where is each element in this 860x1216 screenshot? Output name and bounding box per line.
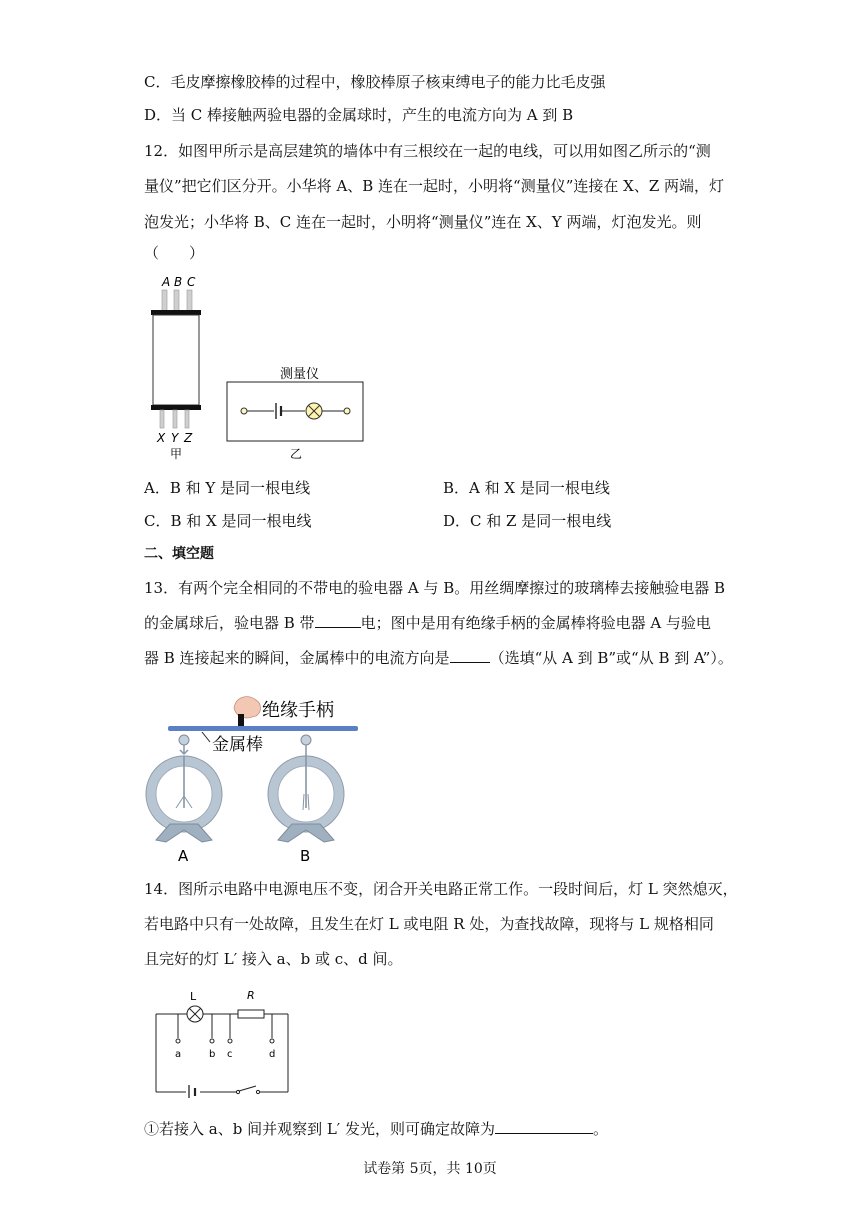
q14-stem-line1: 14．图所示电路中电源电压不变，闭合开关电路正常工作。一段时间后，灯 L 突然熄灭， xyxy=(144,880,738,898)
q12-option-d: D．C 和 Z 是同一根电线 xyxy=(443,512,612,530)
q14-subquestion-1 xyxy=(144,1118,608,1140)
electroscope-b xyxy=(268,735,344,842)
q14-blank-1[interactable] xyxy=(495,1119,593,1134)
section-fill-in-heading: 二、填空题 xyxy=(144,546,214,562)
q12-stem-line2: 量仪”把它们区分开。小华将 A、B 连在一起时，小明将“测量仪”连接在 X、Z 两端，灯 xyxy=(144,177,725,195)
q11-option-d: D．当 C 棒接触两验电器的金属球时，产生的电流方向为 A 到 B xyxy=(144,106,574,124)
electroscope-a-label: A xyxy=(178,847,189,865)
terminal-a: a xyxy=(175,1049,182,1060)
wire-label-c: C xyxy=(187,275,196,289)
q12-option-c: C．B 和 X 是同一根电线 xyxy=(144,512,312,530)
wire-label-a: A xyxy=(162,275,171,289)
page-footer: 试卷第 5页，共 10页 xyxy=(363,1161,497,1177)
q13-electroscope-figure xyxy=(144,690,364,865)
wire-label-y: Y xyxy=(171,431,179,445)
q13-line2-end: 电；图中是用有绝缘手柄的金属棒将验电器 A 与验电 xyxy=(360,614,711,632)
handle-label: 绝缘手柄 xyxy=(262,700,334,721)
q13-line2-start: 的金属球后，验电器 B 带 xyxy=(144,614,315,632)
q14-sub1-text: ①若接入 a、b 间并观察到 L′ 发光，则可确定故障为 xyxy=(144,1120,495,1138)
q13-stem-line3 xyxy=(144,647,733,669)
resistor-r-label: R xyxy=(247,989,255,1002)
wire-label-z: Z xyxy=(184,431,193,445)
terminal-b: b xyxy=(209,1049,216,1060)
q12-option-b: B．A 和 X 是同一根电线 xyxy=(443,479,610,497)
q14-stem-line2: 若电路中只有一处故障，且发生在灯 L 或电阻 R 处，为查找故障，现将与 L 规格相同 xyxy=(144,915,714,933)
q12-figure-jia xyxy=(140,272,220,464)
lamp-l-label: L xyxy=(190,990,197,1003)
metal-rod xyxy=(168,726,358,731)
terminal-d: d xyxy=(269,1049,276,1060)
electroscope-b-label: B xyxy=(300,847,311,865)
figure-jia-caption: 甲 xyxy=(170,447,183,461)
q11-option-c: C．毛皮摩擦橡胶棒的过程中，橡胶棒原子核束缚电子的能力比毛皮强 xyxy=(144,73,606,91)
q12-stem-line1: 12．如图甲所示是高层建筑的墙体中有三根绞在一起的电线，可以用如图乙所示的“测 xyxy=(144,142,711,160)
wire-label-b: B xyxy=(174,275,183,289)
q13-line3-start: 器 B 连接起来的瞬间，金属棒中的电流方向是 xyxy=(144,649,450,667)
q13-blank-2[interactable] xyxy=(450,648,490,663)
tester-title: 测量仪 xyxy=(280,367,320,382)
wire-label-x: X xyxy=(157,431,166,445)
q14-stem-line3: 且完好的灯 L′ 接入 a、b 或 c、d 间。 xyxy=(144,950,403,968)
hand-icon xyxy=(234,697,261,718)
insulating-handle xyxy=(238,714,244,728)
q12-option-a: A．B 和 Y 是同一根电线 xyxy=(144,479,311,497)
terminal-c: c xyxy=(227,1049,233,1060)
electroscope-a xyxy=(146,735,222,842)
q13-stem-line1: 13．有两个完全相同的不带电的验电器 A 与 B。用丝绸摩擦过的玻璃棒去接触验电器 B xyxy=(144,579,726,597)
q13-blank-1[interactable] xyxy=(315,613,361,628)
figure-yi-caption: 乙 xyxy=(290,447,303,461)
rod-label: 金属棒 xyxy=(212,735,263,755)
q12-figure-yi xyxy=(222,362,368,462)
q12-stem-line3: 泡发光；小华将 B、C 连在一起时，小明将“测量仪”连在 X、Y 两端，灯泡发光。则 xyxy=(144,213,702,231)
q13-line3-end: （选填“从 A 到 B”或“从 B 到 A”）。 xyxy=(489,649,733,667)
q14-circuit-figure xyxy=(150,986,295,1098)
q14-sub1-period: 。 xyxy=(593,1120,609,1138)
q12-answer-paren: （ ） xyxy=(144,244,205,262)
resistor-r-icon xyxy=(238,1010,264,1018)
q13-stem-line2 xyxy=(144,612,711,634)
